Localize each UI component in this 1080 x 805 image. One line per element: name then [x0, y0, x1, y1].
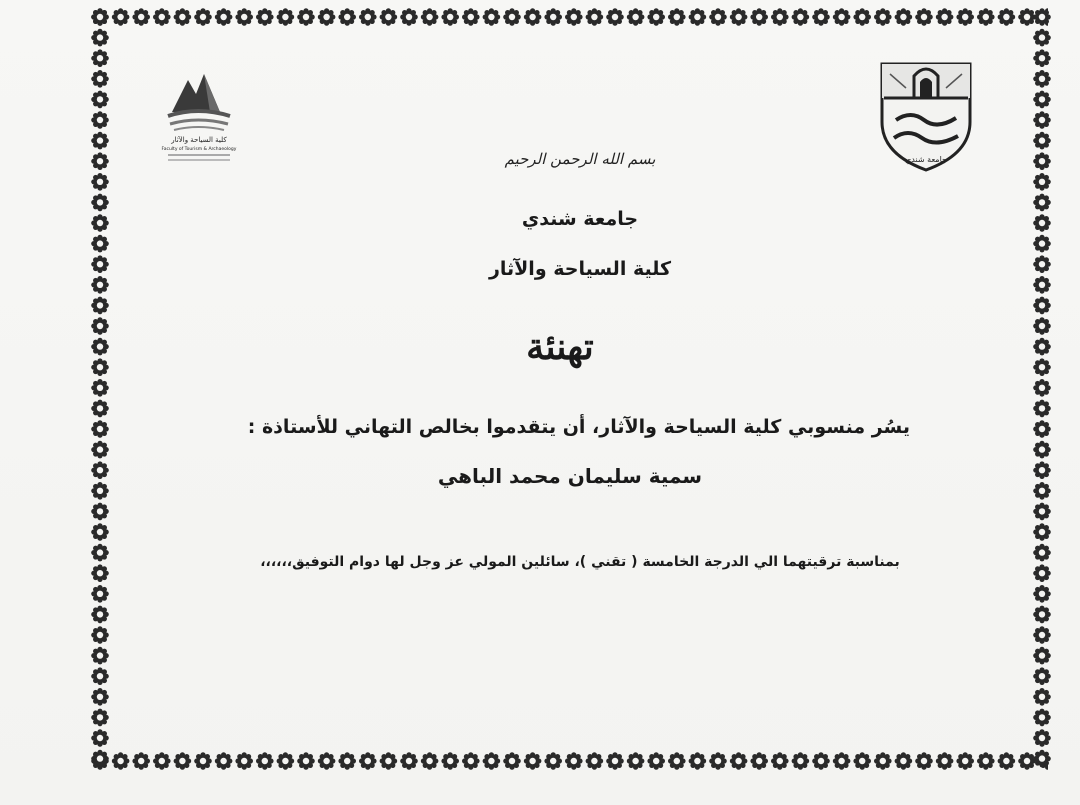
border-flower-icon: [91, 317, 109, 335]
border-flower-icon: [565, 752, 583, 770]
border-flower-icon: [277, 8, 295, 26]
border-flower-icon: [91, 49, 109, 67]
border-flower-icon: [441, 8, 459, 26]
border-flower-icon: [1033, 317, 1051, 335]
border-flower-icon: [771, 8, 789, 26]
occasion-sentence: بمناسبة ترقيتهما الي الدرجة الخامسة ( تقني )، سائلين المولي عز وجل لها دوام التوفيق،،،،،،: [260, 554, 900, 570]
border-flower-icon: [91, 29, 109, 47]
border-flower-icon: [544, 8, 562, 26]
border-flower-icon: [91, 606, 109, 624]
border-flower-icon: [853, 752, 871, 770]
border-flower-icon: [792, 752, 810, 770]
border-flower-icon: [91, 173, 109, 191]
border-flower-icon: [91, 400, 109, 418]
border-flower-icon: [462, 8, 480, 26]
border-flower-icon: [318, 8, 336, 26]
border-flower-icon: [256, 8, 274, 26]
border-flower-icon: [1033, 585, 1051, 603]
border-flower-icon: [91, 523, 109, 541]
border-flower-icon: [153, 752, 171, 770]
border-flower-icon: [1033, 132, 1051, 150]
recipient-name: سمية سليمان محمد الباهي: [437, 464, 703, 488]
border-flower-icon: [174, 752, 192, 770]
border-flower-icon: [977, 752, 995, 770]
border-flower-icon: [812, 752, 830, 770]
border-flower-icon: [91, 585, 109, 603]
border-flower-icon: [91, 214, 109, 232]
border-flower-icon: [174, 8, 192, 26]
border-flower-icon: [503, 752, 521, 770]
border-flower-icon: [91, 503, 109, 521]
border-flower-icon: [1033, 667, 1051, 685]
border-flower-icon: [91, 235, 109, 253]
decorative-border-bottom: [88, 748, 1048, 778]
border-flower-icon: [91, 647, 109, 665]
faculty-name: كلية السياحة والآثار: [488, 258, 672, 280]
greeting-sentence: يسُر منسوبي كلية السياحة والآثار، أن يتقدموا بخالص التهاني للأستاذة :: [247, 416, 910, 438]
border-flower-icon: [91, 750, 109, 768]
border-flower-icon: [194, 8, 212, 26]
decorative-border-right: [1030, 4, 1060, 779]
border-flower-icon: [1033, 111, 1051, 129]
border-flower-icon: [730, 8, 748, 26]
border-flower-icon: [91, 564, 109, 582]
decorative-border-top: [88, 4, 1048, 34]
border-flower-icon: [91, 132, 109, 150]
border-flower-icon: [524, 752, 542, 770]
border-flower-icon: [1033, 49, 1051, 67]
border-flower-icon: [91, 461, 109, 479]
border-flower-icon: [1033, 338, 1051, 356]
border-flower-icon: [91, 255, 109, 273]
border-flower-icon: [91, 358, 109, 376]
shendi-university-seal-icon: [876, 58, 976, 176]
border-flower-icon: [606, 752, 624, 770]
faculty-of-tourism-logo-icon: [158, 66, 240, 170]
border-flower-icon: [483, 752, 501, 770]
border-flower-icon: [1033, 647, 1051, 665]
border-flower-icon: [91, 91, 109, 109]
border-flower-icon: [833, 8, 851, 26]
border-flower-icon: [91, 70, 109, 88]
university-name: جامعة شندي: [521, 208, 639, 230]
border-flower-icon: [256, 752, 274, 770]
border-flower-icon: [627, 8, 645, 26]
border-flower-icon: [91, 152, 109, 170]
border-flower-icon: [1033, 8, 1051, 26]
border-flower-icon: [91, 482, 109, 500]
border-flower-icon: [91, 729, 109, 747]
border-flower-icon: [1033, 606, 1051, 624]
border-flower-icon: [1033, 379, 1051, 397]
border-flower-icon: [1033, 482, 1051, 500]
border-flower-icon: [812, 8, 830, 26]
border-flower-icon: [956, 752, 974, 770]
border-flower-icon: [586, 8, 604, 26]
border-flower-icon: [1033, 420, 1051, 438]
border-flower-icon: [668, 8, 686, 26]
border-flower-icon: [297, 752, 315, 770]
border-flower-icon: [1033, 276, 1051, 294]
border-flower-icon: [915, 752, 933, 770]
border-flower-icon: [689, 752, 707, 770]
border-flower-icon: [1033, 461, 1051, 479]
border-flower-icon: [400, 8, 418, 26]
border-flower-icon: [750, 752, 768, 770]
faculty-logo-label-en: Faculty of Tourism & Archaeology: [161, 147, 237, 152]
border-flower-icon: [709, 8, 727, 26]
border-flower-icon: [998, 8, 1016, 26]
border-flower-icon: [91, 709, 109, 727]
border-flower-icon: [936, 8, 954, 26]
border-flower-icon: [380, 8, 398, 26]
border-flower-icon: [441, 752, 459, 770]
border-flower-icon: [1033, 152, 1051, 170]
border-flower-icon: [1033, 729, 1051, 747]
border-flower-icon: [1033, 70, 1051, 88]
border-flower-icon: [359, 8, 377, 26]
border-flower-icon: [627, 752, 645, 770]
border-flower-icon: [215, 752, 233, 770]
border-flower-icon: [668, 752, 686, 770]
border-flower-icon: [1033, 626, 1051, 644]
border-flower-icon: [895, 752, 913, 770]
border-flower-icon: [1033, 29, 1051, 47]
border-flower-icon: [1033, 564, 1051, 582]
border-flower-icon: [647, 752, 665, 770]
border-flower-icon: [503, 8, 521, 26]
border-flower-icon: [833, 752, 851, 770]
border-flower-icon: [544, 752, 562, 770]
border-flower-icon: [91, 194, 109, 212]
border-flower-icon: [235, 752, 253, 770]
border-flower-icon: [462, 752, 480, 770]
border-flower-icon: [132, 752, 150, 770]
border-flower-icon: [483, 8, 501, 26]
border-flower-icon: [91, 544, 109, 562]
border-flower-icon: [318, 752, 336, 770]
border-flower-icon: [1033, 297, 1051, 315]
border-flower-icon: [91, 111, 109, 129]
border-flower-icon: [1033, 235, 1051, 253]
border-flower-icon: [91, 276, 109, 294]
faculty-logo-label-ar: كلية السياحة والآثار: [171, 136, 227, 144]
border-flower-icon: [689, 8, 707, 26]
border-flower-icon: [91, 297, 109, 315]
border-flower-icon: [1033, 441, 1051, 459]
university-seal-label: جامعة شندي: [905, 155, 947, 164]
border-flower-icon: [853, 8, 871, 26]
border-flower-icon: [1033, 194, 1051, 212]
border-flower-icon: [1033, 255, 1051, 273]
border-flower-icon: [895, 8, 913, 26]
border-flower-icon: [1033, 173, 1051, 191]
border-flower-icon: [91, 420, 109, 438]
border-flower-icon: [132, 8, 150, 26]
border-flower-icon: [1033, 358, 1051, 376]
border-flower-icon: [277, 752, 295, 770]
border-flower-icon: [380, 752, 398, 770]
decorative-border-left: [88, 4, 118, 779]
border-flower-icon: [956, 8, 974, 26]
border-flower-icon: [977, 8, 995, 26]
border-flower-icon: [91, 626, 109, 644]
border-flower-icon: [235, 8, 253, 26]
basmala-heading: بسم الله الرحمن الرحيم: [504, 150, 656, 168]
border-flower-icon: [91, 667, 109, 685]
border-flower-icon: [606, 8, 624, 26]
border-flower-icon: [998, 752, 1016, 770]
border-flower-icon: [421, 8, 439, 26]
border-flower-icon: [524, 8, 542, 26]
border-flower-icon: [91, 8, 109, 26]
border-flower-icon: [153, 8, 171, 26]
border-flower-icon: [297, 8, 315, 26]
border-flower-icon: [1033, 709, 1051, 727]
border-flower-icon: [1033, 503, 1051, 521]
border-flower-icon: [91, 441, 109, 459]
border-flower-icon: [874, 752, 892, 770]
border-flower-icon: [338, 752, 356, 770]
border-flower-icon: [874, 8, 892, 26]
border-flower-icon: [647, 8, 665, 26]
border-flower-icon: [400, 752, 418, 770]
border-flower-icon: [1033, 544, 1051, 562]
border-flower-icon: [91, 379, 109, 397]
border-flower-icon: [1033, 91, 1051, 109]
border-flower-icon: [1033, 750, 1051, 768]
border-flower-icon: [1033, 400, 1051, 418]
border-flower-icon: [215, 8, 233, 26]
border-flower-icon: [359, 752, 377, 770]
border-flower-icon: [1033, 523, 1051, 541]
border-flower-icon: [750, 8, 768, 26]
border-flower-icon: [1033, 688, 1051, 706]
border-flower-icon: [792, 8, 810, 26]
border-flower-icon: [565, 8, 583, 26]
border-flower-icon: [936, 752, 954, 770]
certificate-title: تهنئة: [526, 326, 594, 368]
border-flower-icon: [91, 688, 109, 706]
border-flower-icon: [586, 752, 604, 770]
border-flower-icon: [915, 8, 933, 26]
border-flower-icon: [194, 752, 212, 770]
border-flower-icon: [338, 8, 356, 26]
border-flower-icon: [730, 752, 748, 770]
border-flower-icon: [771, 752, 789, 770]
border-flower-icon: [421, 752, 439, 770]
border-flower-icon: [91, 338, 109, 356]
border-flower-icon: [709, 752, 727, 770]
border-flower-icon: [1033, 214, 1051, 232]
